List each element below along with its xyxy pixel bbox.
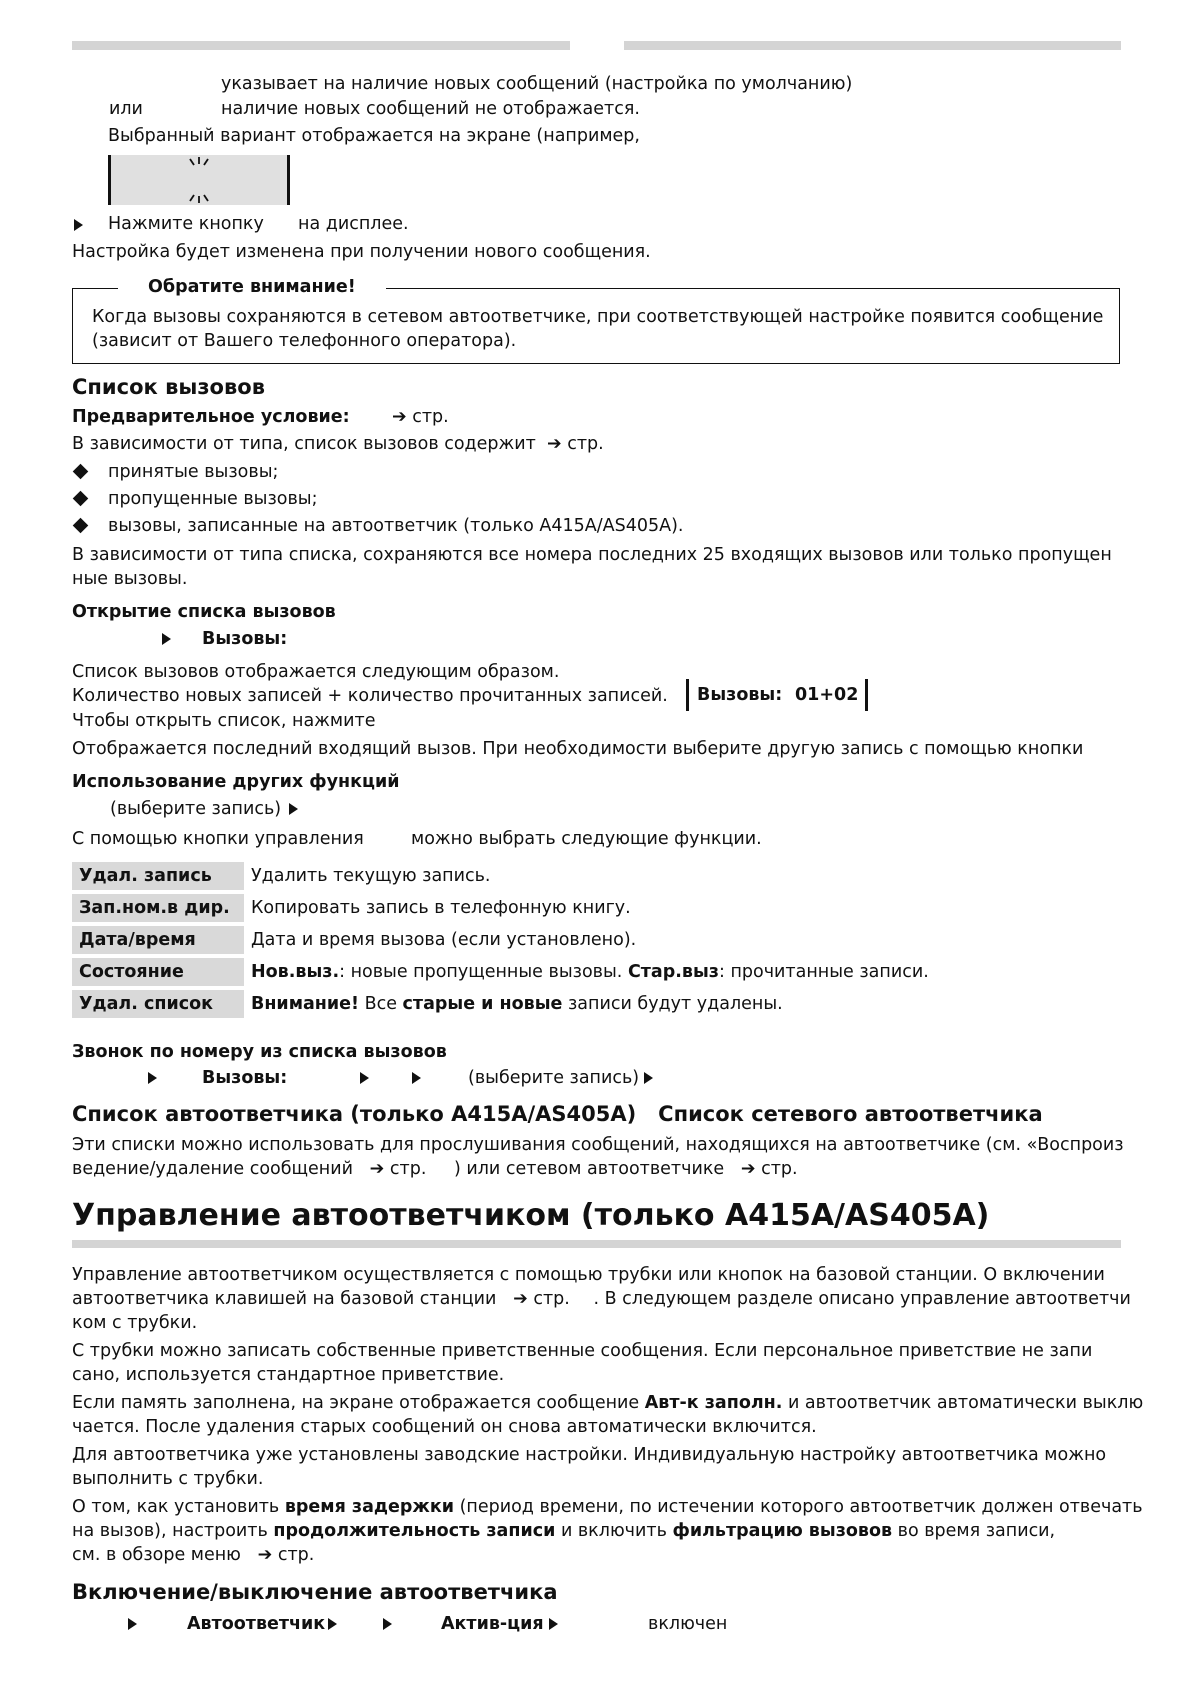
calls-menu-item: Вызовы: (202, 629, 288, 649)
menu-arrow-icon (289, 803, 298, 815)
function-label: Удал. список (72, 990, 244, 1018)
page-ref-arrow-icon: ➔ (358, 1159, 390, 1179)
bullet-item: пропущенные вызовы; (108, 489, 318, 509)
am-p1-line-1: Управление автоответчиком осуществляется с помощью трубки или кнопок на базовой станции. О включении (72, 1265, 1105, 1285)
select-entry-text: (выберите запись) (468, 1068, 640, 1088)
function-label: Удал. запись (72, 862, 244, 890)
bullet-diamond-icon (73, 464, 89, 480)
change-note: Настройка будет изменена при получении нового сообщения. (72, 242, 651, 262)
page-ref-arrow-icon: ➔ (392, 407, 413, 427)
desc-bold: Внимание! (251, 994, 360, 1014)
notice-title: Обратите внимание! (118, 275, 386, 299)
am-p1-line-2 (72, 1287, 1131, 1311)
page-ref-arrow-icon: ➔ (729, 1159, 762, 1179)
notice-line-1: Когда вызовы сохраняются в сетевом автоответчике, при соответствующей настройке появится сообщение (92, 307, 1104, 327)
menu-arrow-icon (328, 1618, 337, 1630)
menu-arrow-icon (128, 1618, 137, 1630)
toggle-am-heading: Включение/выключение автоответчика (72, 1580, 558, 1604)
function-label: Состояние (72, 958, 244, 986)
bullet-item: вызовы, записанные на автоответчик (только A415A/AS405A). (108, 516, 684, 536)
header-bar-right (624, 41, 1121, 50)
open-list-line-1: Список вызовов отображается следующим образом. (72, 662, 560, 682)
bullet-diamond-icon (73, 491, 89, 507)
menu-arrow-icon (644, 1072, 653, 1084)
depends-text (72, 432, 604, 456)
line-text: ) или сетевом автоответчике (453, 1159, 725, 1179)
desc-bold: Стар.выз (627, 962, 719, 982)
option-line-1: указывает на наличие новых сообщений (настройка по умолчанию) (221, 74, 853, 94)
desc-bold: Нов.выз. (251, 962, 340, 982)
activation-state: включен (648, 1614, 728, 1634)
function-desc: Дата и время вызова (если установлено). (251, 930, 637, 950)
open-list-line-3: Чтобы открыть список, нажмите (72, 711, 376, 731)
open-list-line-4: Отображается последний входящий вызов. При необходимости выберите другую запись с помощью кнопки (72, 739, 1084, 759)
page-ref-arrow-icon: ➔ (502, 1289, 534, 1309)
am-p5-line-1 (72, 1495, 1143, 1519)
menu-arrow-icon (549, 1618, 558, 1630)
page-ref-text: стр. (533, 1289, 570, 1309)
depends-label: В зависимости от типа, список вызовов содержит (72, 434, 536, 454)
function-desc: Удалить текущую запись. (251, 866, 491, 886)
line-bold: продолжительность записи (273, 1521, 556, 1541)
function-label: Зап.ном.в дир. (72, 894, 244, 922)
page-ref-text: стр. (761, 1159, 798, 1179)
precondition-ref (392, 405, 449, 429)
press-key-text: Нажмите кнопку (108, 214, 264, 234)
bullet-diamond-icon (73, 518, 89, 534)
answering-lists-heading: Список автоответчика (только A415A/AS405A) Список сетевого автоответчика (72, 1102, 1043, 1126)
page-ref-text: стр. (277, 1545, 315, 1565)
line-text: см. в обзоре меню (72, 1545, 241, 1565)
answering-machine-heading: Управление автоответчиком (только A415A/AS405A) (72, 1198, 990, 1233)
activation-menu-item: Актив-ция (441, 1614, 544, 1634)
page-ref-arrow-icon: ➔ (246, 1545, 278, 1565)
am-p2-line-2: сано, используется стандартное приветствие. (72, 1365, 505, 1385)
display-example (108, 155, 290, 205)
page-ref-text: стр. (412, 407, 449, 427)
desc-bold: старые и новые (402, 994, 563, 1014)
functions-intro-1: С помощью кнопки управления (72, 829, 364, 849)
line-text: на вызов), настроить (72, 1521, 268, 1541)
function-desc (251, 958, 929, 986)
open-list-line-2: Количество новых записей + количество прочитанных записей. (72, 686, 668, 706)
line-text: Если память заполнена, на экране отображается сообщение (72, 1393, 640, 1413)
desc-text: Все (359, 994, 403, 1014)
am-p3-line-1 (72, 1391, 1143, 1415)
calls-menu-item: Вызовы: (202, 1068, 288, 1088)
function-label: Дата/время (72, 926, 244, 954)
functions-intro-2: можно выбрать следующие функции. (411, 829, 762, 849)
line-bold: фильтрацию вызовов (672, 1521, 893, 1541)
calls-display (686, 679, 868, 711)
menu-arrow-icon (148, 1072, 157, 1084)
step-arrow-icon (74, 219, 83, 231)
call-list-para-line-2: ные вызовы. (72, 569, 188, 589)
page-ref-text: стр. (389, 1159, 427, 1179)
on-display-text: на дисплее. (298, 214, 409, 234)
open-list-heading: Открытие списка вызовов (72, 602, 336, 622)
line-text: и включить (560, 1521, 667, 1541)
am-p2-line-1: С трубки можно записать собственные приветственные сообщения. Если персональное приветствие не запи (72, 1341, 1093, 1361)
heading-underline-bar (72, 1240, 1121, 1248)
line-text: автоответчика клавишей на базовой станции (72, 1289, 497, 1309)
page-ref-arrow-icon: ➔ (541, 434, 568, 454)
function-desc (251, 990, 783, 1018)
line-text: ведение/удаление сообщений (72, 1159, 353, 1179)
line-text: во время записи, (897, 1521, 1056, 1541)
menu-arrow-icon (412, 1072, 421, 1084)
option-line-2: наличие новых сообщений не отображается. (221, 99, 640, 119)
blink-indicator-icon (179, 155, 219, 205)
line-text: (период времени, по истечении которого автоответчик должен отвечать (459, 1497, 1143, 1517)
am-p4-line-1: Для автоответчика уже установлены заводские настройки. Индивидуальную настройку автоответчика можно (72, 1445, 1107, 1465)
answering-lists-line-1: Эти списки можно использовать для прослушивания сообщений, находящихся на автоответчике (см. «Воспроиз (72, 1135, 1124, 1155)
line-text: . В следующем разделе описано управление автоответчи (593, 1289, 1131, 1309)
desc-text: : прочитанные записи. (718, 962, 929, 982)
line-bold: время задержки (284, 1497, 454, 1517)
call-list-para-line-1: В зависимости от типа списка, сохраняются все номера последних 25 входящих вызовов или только пропущен (72, 545, 1112, 565)
line-text: О том, как установить (72, 1497, 280, 1517)
am-p1-line-3: ком с трубки. (72, 1313, 198, 1333)
notice-line-2: (зависит от Вашего телефонного оператора). (92, 331, 517, 351)
call-from-list-heading: Звонок по номеру из списка вызовов (72, 1042, 447, 1062)
function-desc: Копировать запись в телефонную книгу. (251, 898, 631, 918)
am-p4-line-2: выполнить с трубки. (72, 1469, 264, 1489)
am-p5-line-2 (72, 1519, 1055, 1543)
other-functions-heading: Использование других функций (72, 772, 400, 792)
header-bar-left (72, 41, 570, 50)
precondition-label: Предварительное условие: (72, 407, 350, 427)
call-list-heading: Список вызовов (72, 375, 265, 399)
or-label: или (109, 99, 143, 119)
line-text: и автоответчик автоматически выклю (788, 1393, 1144, 1413)
answering-machine-menu-item: Автоответчик (187, 1614, 326, 1634)
option-line-3: Выбранный вариант отображается на экране (например, (108, 126, 640, 146)
select-entry-text: (выберите запись) (110, 799, 282, 819)
desc-text: : новые пропущенные вызовы. (339, 962, 623, 982)
am-p5-line-3 (72, 1543, 314, 1567)
am-p3-line-2: чается. После удаления старых сообщений он снова автоматически включится. (72, 1417, 817, 1437)
menu-arrow-icon (162, 633, 171, 645)
menu-arrow-icon (383, 1618, 392, 1630)
calls-display-value: 01+02 (795, 685, 859, 705)
desc-text: записи будут удалены. (562, 994, 783, 1014)
answering-lists-line-2 (72, 1157, 798, 1181)
menu-arrow-icon (360, 1072, 369, 1084)
calls-display-label: Вызовы: (697, 685, 783, 705)
page-ref-text: стр. (567, 434, 604, 454)
line-bold: Авт-к заполн. (644, 1393, 783, 1413)
bullet-item: принятые вызовы; (108, 462, 279, 482)
